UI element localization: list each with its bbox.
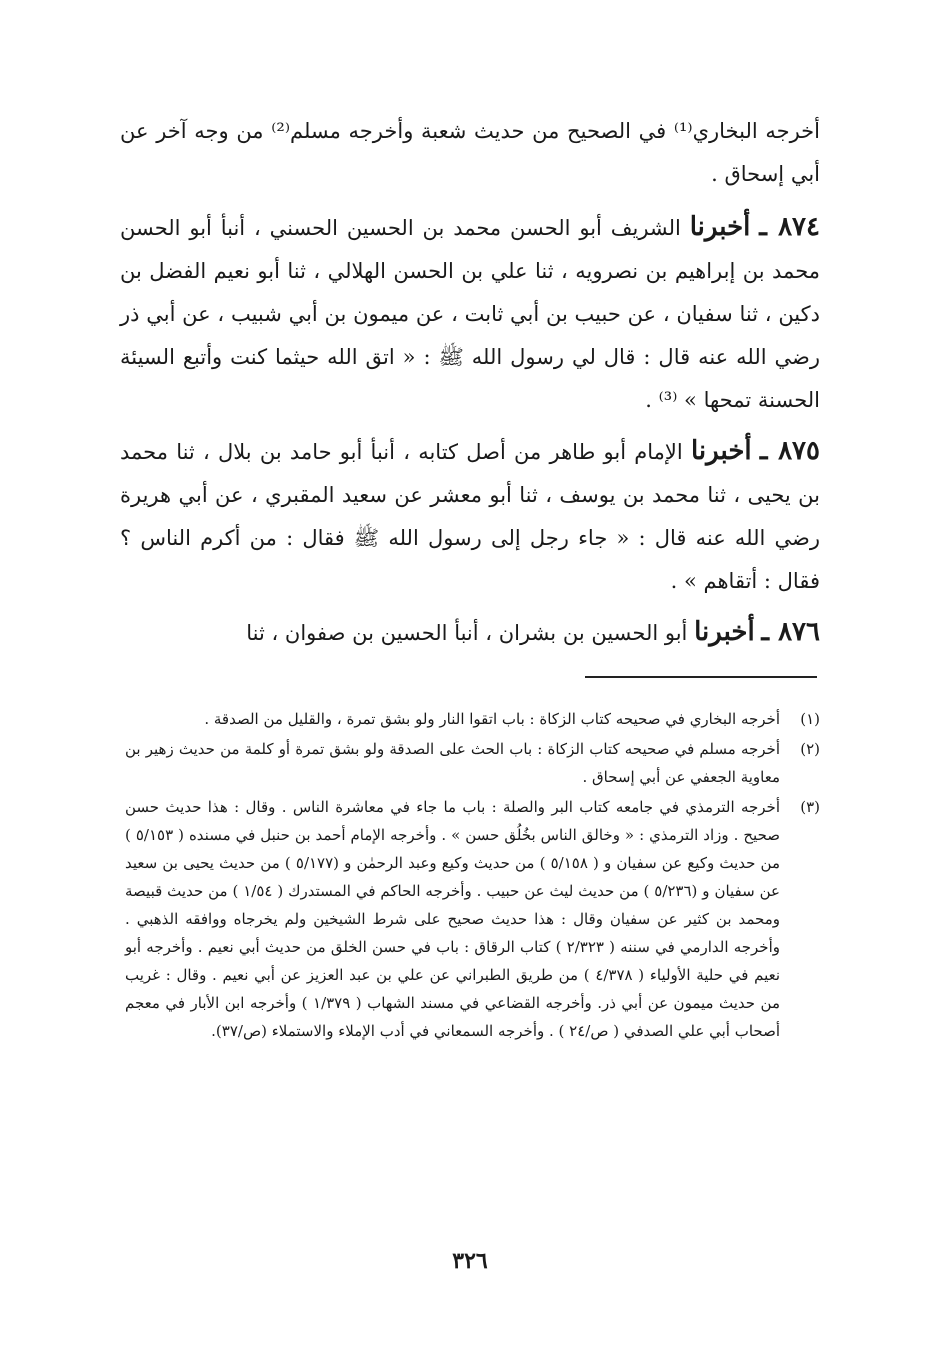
footnote-text: أخرجه البخاري في صحيحه كتاب الزكاة : باب اتقوا النار ولو بشق تمرة ، والقليل من الصدقة . xyxy=(204,710,780,728)
hadith-874 xyxy=(120,206,820,422)
footnote-mark: (٢) xyxy=(800,740,820,758)
paragraph-intro xyxy=(120,110,820,196)
footnote-text: أخرجه مسلم في صحيحه كتاب الزكاة : باب الحث على الصدقة ولو بشق تمرة أو كلمة من حديث زهير بن معاوية الجعفي عن أبي إسحاق . xyxy=(125,740,780,786)
hadith-number: ٨٧٤ ـ xyxy=(759,212,820,242)
paragraph-text: أخرجه البخاري⁽¹⁾ في الصحيح من حديث شعبة وأخرجه مسلم⁽²⁾ من وجه آخر عن أبي إسحاق . xyxy=(120,119,820,186)
page-number: ٣٢٦ xyxy=(452,1248,488,1274)
hadith-number: ٨٧٥ ـ xyxy=(759,436,820,466)
hadith-text: الشريف أبو الحسن محمد بن الحسين الحسني ، أنبأ أبو الحسن محمد بن إبراهيم بن نصرويه ، ثنا علي بن الحسن الهلالي ، ثنا أبو نعيم الفضل بن دكين ، ثنا سفيان ، عن حبيب بن أبي ثابت ، عن ميمون بن أبي شبيب ، عن أبي ذر رضي الله عنه قال : قال لي رسول الله ﷺ : « اتق الله حيثما كنت وأتبع السيئة الحسنة تمحها » ⁽³⁾ . xyxy=(120,216,820,412)
footnote-mark: (١) xyxy=(800,710,820,728)
hadith-text: أبو الحسين بن بشران ، أنبأ الحسين بن صفوان ، ثنا xyxy=(246,621,688,645)
footnote-mark: (٣) xyxy=(800,798,820,816)
main-text xyxy=(120,110,820,663)
footnote-divider xyxy=(585,676,817,678)
hadith-875 xyxy=(120,430,820,603)
hadith-number: ٨٧٦ ـ xyxy=(761,617,820,647)
footnote-3 xyxy=(125,793,820,1045)
footnote-1 xyxy=(125,705,820,733)
hadith-876 xyxy=(120,611,820,655)
hadith-text: الإمام أبو طاهر من أصل كتابه ، أنبأ أبو حامد بن بلال ، ثنا محمد بن يحيى ، ثنا محمد بن يوسف ، ثنا أبو معشر عن سعيد المقبري ، عن أبي هريرة رضي الله عنه قال : « جاء رجل إلى رسول الله ﷺ فقال : من أكرم الناس ؟ فقال : أتقاهم » . xyxy=(120,440,820,593)
hadith-keyword: أخبرنا xyxy=(694,617,755,647)
footnote-2 xyxy=(125,735,820,791)
hadith-keyword: أخبرنا xyxy=(690,436,752,466)
footnotes xyxy=(125,705,820,1047)
footnote-text: أخرجه الترمذي في جامعه كتاب البر والصلة : باب ما جاء في معاشرة الناس . وقال : هذا حديث حسن صحيح . وزاد الترمذي : « وخالق الناس بخُلُق حسن » . وأخرجه الإمام أحمد بن حنبل في مسنده ( ٥/١٥٣ ) من حديث وكيع عن سفيان و ( ٥/١٥٨ ) من حديث وكيع وعبد الرحمٰن و (٥/١٧٧ ) من حديث يحيى بن سعيد عن سفيان و (٥/٢٣٦ ) من حديث ليث عن حبيب . وأخرجه الحاكم في المستدرك ( ١/٥٤ ) من حديث قبيصة ومحمد بن كثير عن سفيان وقال : هذا حديث صحيح على شرط الشيخين ولم يخرجاه ووافقه الذهبي . وأخرجه الدارمي في سننه ( ٢/٣٢٣ ) كتاب الرقاق : باب في حسن الخلق من حديث أبي نعيم . وأخرجه أبو نعيم في حلية الأولياء ( ٤/٣٧٨ ) من طريق الطبراني عن علي بن عبد العزيز عن أبي نعيم . وقال : غريب من حديث ميمون عن أبي ذر. وأخرجه القضاعي في مسند الشهاب ( ١/٣٧٩ ) وأخرجه ابن الأبار في معجم أصحاب أبي علي الصدفي ( ص/٢٤ ) . وأخرجه السمعاني في أدب الإملاء والاستملاء (ص/٣٧). xyxy=(125,798,781,1040)
hadith-keyword: أخبرنا xyxy=(689,212,751,242)
